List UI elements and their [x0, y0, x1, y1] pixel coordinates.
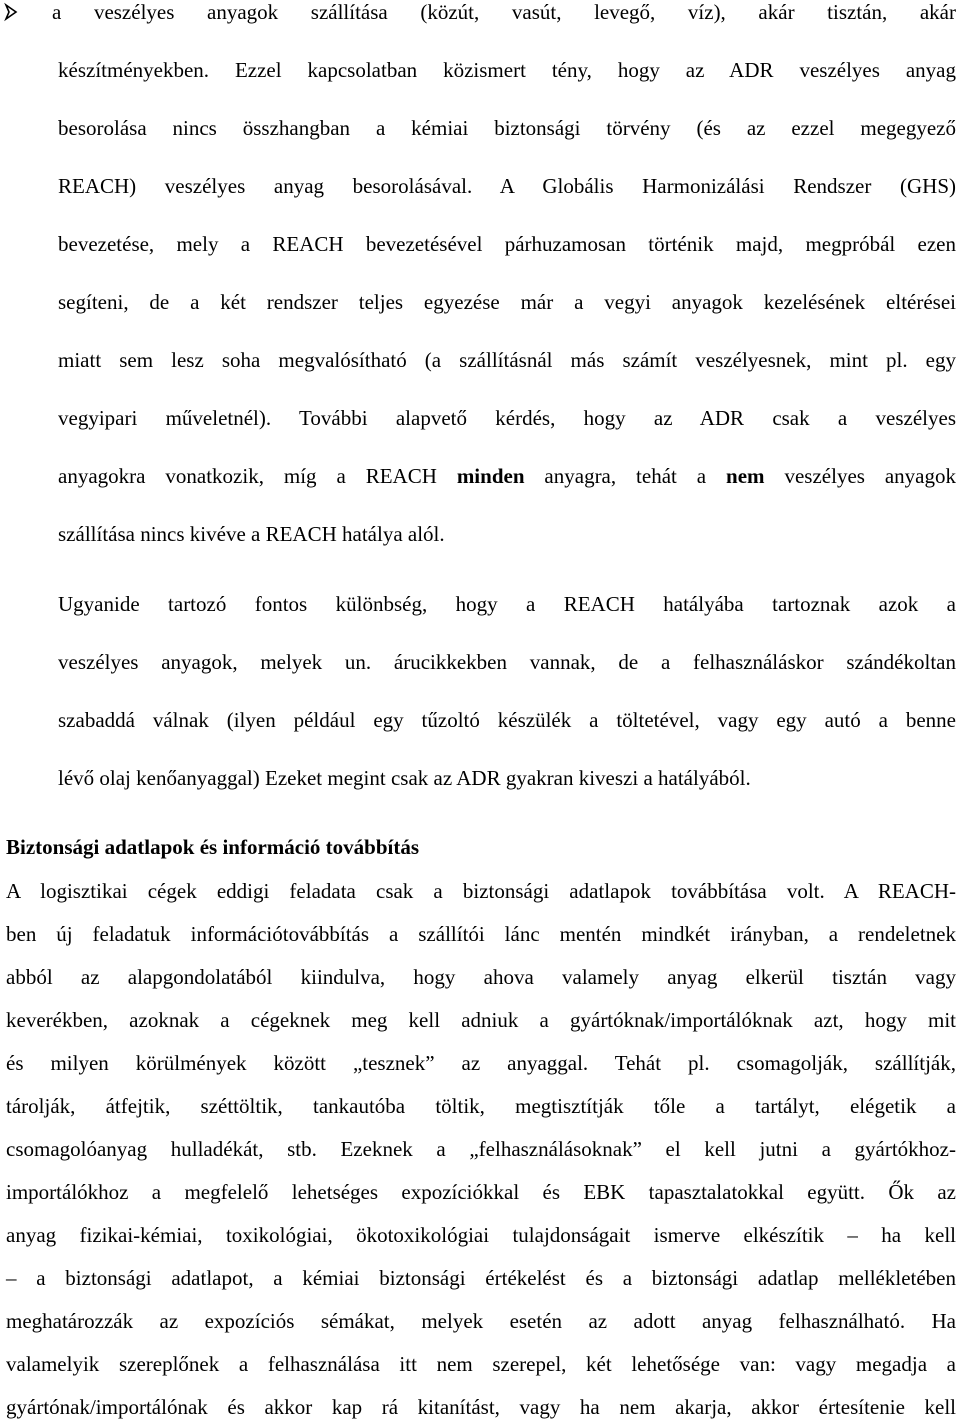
paragraph-line: bevezetése, mely a REACH bevezetésével párhuzamosan történik majd, megpróbál ezen [58, 232, 956, 256]
bold-word-nem: nem [726, 464, 765, 488]
paragraph-line: tárolják, átfejtik, széttöltik, tankautóba töltik, megtisztítják tőle a tartályt, elégetik a [6, 1094, 956, 1118]
text-run: veszélyes anyagok [764, 464, 957, 488]
paragraph-line: Ugyanide tartozó fontos különbség, hogy a REACH hatályába tartoznak azok a [58, 592, 956, 616]
paragraph-line: veszélyes anyagok, melyek un. árucikkekben vannak, de a felhasználáskor szándékoltan [58, 650, 956, 674]
paragraph-line: szabaddá válnak (ilyen például egy tűzoltó készülék a töltetével, vagy egy autó a benne [58, 708, 956, 732]
bold-word-minden: minden [456, 464, 525, 488]
paragraph-line: miatt sem lesz soha megvalósítható (a szállításnál más számít veszélyesnek, mint pl. egy [58, 348, 956, 372]
paragraph-line: a veszélyes anyagok szállítása (közút, vasút, levegő, víz), akár tisztán, akár [52, 0, 956, 24]
paragraph-line: készítményekben. Ezzel kapcsolatban közismert tény, hogy az ADR veszélyes anyag [58, 58, 956, 82]
paragraph-line: keverékben, azoknak a cégeknek meg kell adniuk a gyártóknak/importálóknak azt, hogy mit [6, 1008, 956, 1032]
paragraph-line: lévő olaj kenőanyaggal) Ezeket megint csak az ADR gyakran kiveszi a hatályából. [58, 766, 751, 790]
paragraph-line: besorolása nincs összhangban a kémiai biztonsági törvény (és az ezzel megegyező [58, 116, 956, 140]
text-run: anyagra, tehát a [524, 464, 727, 488]
paragraph-line: csomagolóanyag hulladékát, stb. Ezeknek a „felhasználásoknak” el kell jutni a gyártókhoz- [6, 1137, 956, 1161]
paragraph-line: anyag fizikai-kémiai, toxikológiai, ökotoxikológiai tulajdonságait ismerve elkészítik – ha kell [6, 1223, 956, 1247]
paragraph-line-emphasis [58, 464, 956, 488]
paragraph-line: REACH) veszélyes anyag besorolásával. A Globális Harmonizálási Rendszer (GHS) [58, 174, 956, 198]
paragraph-line: szállítása nincs kivéve a REACH hatálya alól. [58, 522, 445, 546]
text-run: anyagokra vonatkozik, míg a REACH [58, 464, 457, 488]
paragraph-line: abból az alapgondolatából kiindulva, hogy ahova valamely anyag elkerül tisztán vagy [6, 965, 956, 989]
paragraph-line: vegyipari műveletnél). További alapvető kérdés, hogy az ADR csak a veszélyes [58, 406, 956, 430]
paragraph-line: gyártónak/importálónak és akkor kap rá kitanítást, vagy ha nem akarja, akkor értesítenie kell [6, 1395, 956, 1419]
paragraph-line: valamelyik szereplőnek a felhasználása itt nem szerepel, két lehetősége van: vagy megadja a [6, 1352, 956, 1376]
paragraph-line: A logisztikai cégek eddigi feladata csak a biztonsági adatlapok továbbítása volt. A REACH- [6, 879, 956, 903]
paragraph-line: importálókhoz a megfelelő lehetséges expozíciókkal és EBK tapasztalatokkal együtt. Ők az [6, 1180, 956, 1204]
arrow-checkbox-icon [2, 2, 22, 22]
paragraph-line: és milyen körülmények között „tesznek” az anyaggal. Tehát pl. csomagolják, szállítják, [6, 1051, 956, 1075]
section-heading: Biztonsági adatlapok és információ továbbítás [6, 835, 420, 859]
paragraph-line: segíteni, de a két rendszer teljes egyezése már a vegyi anyagok kezelésének eltérései [58, 290, 956, 314]
paragraph-line: meghatározzák az expozíciós sémákat, melyek esetén az adott anyag felhasználható. Ha [6, 1309, 956, 1333]
paragraph-line: ben új feladatuk információtovábbítás a szállítói lánc mentén mindkét irányban, a rendeletnek [6, 922, 956, 946]
paragraph-line: – a biztonsági adatlapot, a kémiai biztonsági értékelést és a biztonsági adatlap mellékletében [6, 1266, 956, 1290]
